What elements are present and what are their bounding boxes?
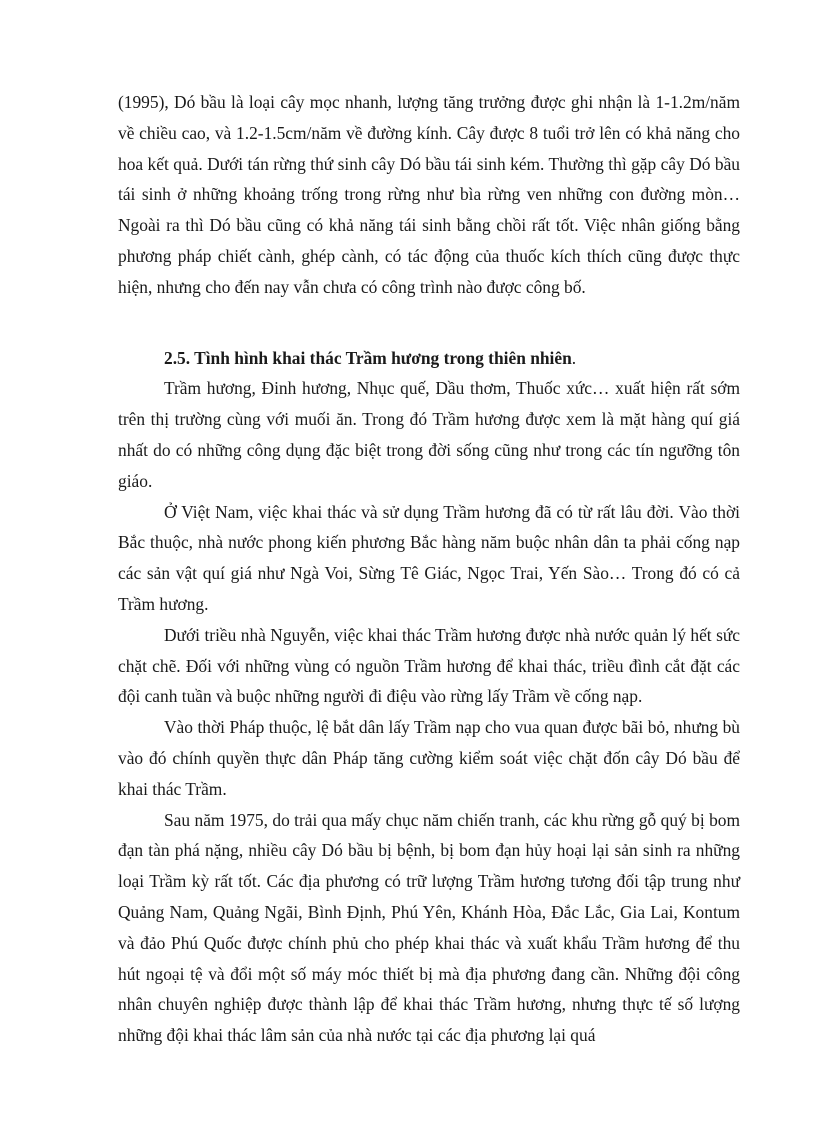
document-page [118, 87, 740, 1051]
paragraph-market-history: Trầm hương, Đinh hương, Nhục quế, Dầu thơm, Thuốc xức… xuất hiện rất sớm trên thị trường cùng với muối ăn. Trong đó Trầm hương được xem là mặt hàng quí giá nhất do có những công dụng đặc biệt trong đời sống cũng như trong các tín ngưỡng tôn giáo. [118, 378, 740, 491]
paragraph-nguyen-dynasty: Dưới triều nhà Nguyễn, việc khai thác Trầm hương được nhà nước quản lý hết sức chặt chẽ. Đối với những vùng có nguồn Trầm hương để khai thác, triều đình cắt đặt các đội canh tuần và buộc những người đi điệu vào rừng lấy Trầm về cống nạp. [118, 624, 740, 707]
section-heading-period: . [571, 347, 577, 368]
paragraph-post-1975: Sau năm 1975, do trải qua mấy chục năm chiến tranh, các khu rừng gỗ quý bị bom đạn tàn phá nặng, nhiều cây Dó bầu bị bệnh, bị bom đạn hủy hoại lại sản sinh ra những loại Trầm kỳ rất tốt. Các địa phương có trữ lượng Trầm hương tương đối tập trung như Quảng Nam, Quảng Ngãi, Bình Định, Phú Yên, Khánh Hòa, Đắc Lắc, Gia Lai, Kontum và đảo Phú Quốc được chính phủ cho phép khai thác và xuất khẩu Trầm hương để thu hút ngoại tệ và đổi một số máy móc thiết bị mà địa phương đang cần. Những đội công nhân chuyên nghiệp được thành lập để khai thác Trầm hương, nhưng thực tế số lượng những đội khai thác lâm sản của nhà nước tại các địa phương lại quá [118, 809, 740, 1046]
intro-paragraph: (1995), Dó bầu là loại cây mọc nhanh, lượng tăng trưởng được ghi nhận là 1-1.2m/năm về chiều cao, và 1.2-1.5cm/năm về đường kính. Cây được 8 tuổi trở lên có khả năng cho hoa kết quả. Dưới tán rừng thứ sinh cây Dó bầu tái sinh kém. Thường thì gặp cây Dó bầu tái sinh ở những khoảng trống trong rừng như bìa rừng ven những con đường mòn… Ngoài ra thì Dó bầu cũng có khả năng tái sinh bằng chồi rất tốt. Việc nhân giống bằng phương pháp chiết cành, ghép cành, có tác động của thuốc kích thích cũng được thực hiện, nhưng cho đến nay vẫn chưa có công trình nào được công bố. [118, 92, 740, 297]
section-heading [118, 343, 740, 374]
paragraph-vietnam-history: Ở Việt Nam, việc khai thác và sử dụng Trầm hương đã có từ rất lâu đời. Vào thời Bắc thuộc, nhà nước phong kiến phương Bắc hàng năm buộc nhân dân ta phải cống nạp các sản vật quí giá như Ngà Voi, Sừng Tê Giác, Ngọc Trai, Yến Sào… Trong đó có cả Trầm hương. [118, 501, 740, 614]
section-heading-text: 2.5. Tình hình khai thác Trầm hương trong thiên nhiên [164, 347, 572, 368]
paragraph-french-colonial: Vào thời Pháp thuộc, lệ bắt dân lấy Trầm nạp cho vua quan được bãi bỏ, nhưng bù vào đó chính quyền thực dân Pháp tăng cường kiểm soát việc chặt đốn cây Dó bầu để khai thác Trầm. [118, 717, 740, 799]
